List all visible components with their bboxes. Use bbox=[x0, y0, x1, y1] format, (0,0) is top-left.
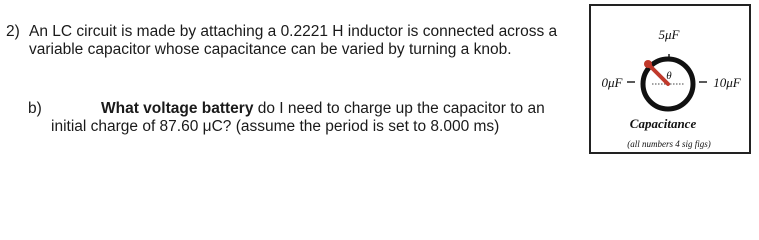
figure-note: (all numbers 4 sig figs) bbox=[627, 139, 711, 149]
part-b-line-1 bbox=[101, 99, 545, 118]
theta-label: θ bbox=[666, 70, 672, 82]
capacitor-knob-figure bbox=[589, 4, 751, 154]
knob-diagram bbox=[591, 6, 749, 152]
top-label: 5μF bbox=[658, 27, 680, 42]
question-line-2: variable capacitor whose capacitance can be varied by turning a knob. bbox=[29, 41, 512, 58]
left-label: 0μF bbox=[601, 75, 623, 90]
part-b-line-2: initial charge of 87.60 μC? (assume the period is set to 8.000 ms) bbox=[51, 118, 500, 135]
question-line-1: An LC circuit is made by attaching a 0.2221 H inductor is connected across a bbox=[29, 23, 558, 40]
part-b-label: b) bbox=[28, 100, 42, 117]
question-number: 2) bbox=[6, 23, 20, 40]
part-b-bold-text: What voltage battery bbox=[101, 100, 254, 117]
figure-title: Capacitance bbox=[629, 116, 697, 131]
part-b-text-rest: do I need to charge up the capacitor to an bbox=[253, 100, 545, 117]
pointer-tip-icon bbox=[644, 60, 652, 68]
right-label: 10μF bbox=[713, 75, 741, 90]
